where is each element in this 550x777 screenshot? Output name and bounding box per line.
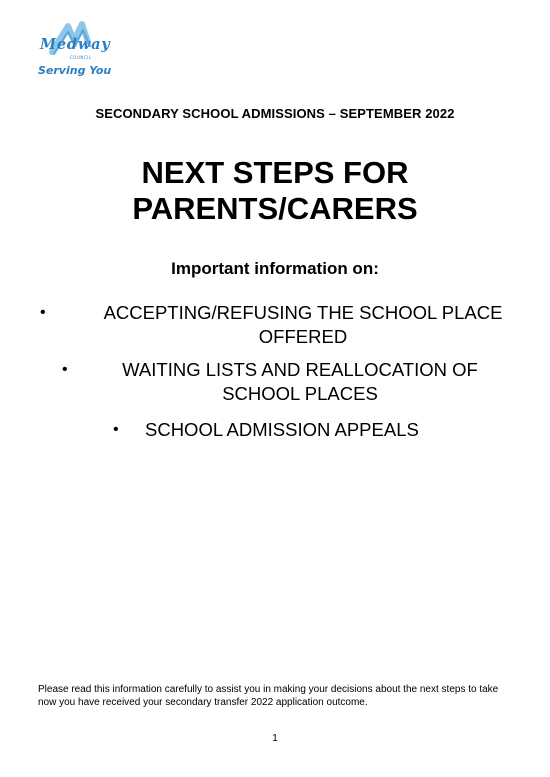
bullet-dot-icon: • (40, 304, 46, 321)
bullet-item-appeals (113, 418, 473, 442)
bullet-text: ACCEPTING/REFUSING THE SCHOOL PLACE OFFERED (103, 302, 503, 347)
bullet-item-accepting (40, 301, 530, 349)
logo-council-text: COUNCIL (70, 55, 92, 60)
bullet-text: SCHOOL ADMISSION APPEALS (145, 419, 419, 440)
title-line-2: PARENTS/CARERS (132, 191, 418, 226)
bullet-dot-icon: • (62, 361, 68, 378)
logo-name: Medway (40, 36, 111, 53)
bullet-dot-icon: • (113, 421, 119, 438)
title-line-1: NEXT STEPS FOR (141, 155, 409, 190)
medway-council-logo (34, 20, 124, 82)
logo-tagline: Serving You (38, 64, 112, 77)
footer-note: Please read this information carefully to assist you in making your decisions about the next steps to take now you have received your secondary transfer 2022 application outcome. (38, 684, 499, 708)
page-number: 1 (272, 733, 278, 744)
bullet-item-waiting-lists (62, 358, 502, 406)
document-title (0, 155, 550, 227)
important-heading: Important information on: (171, 259, 379, 278)
document-subtitle: SECONDARY SCHOOL ADMISSIONS – SEPTEMBER 2022 (95, 106, 455, 121)
bullet-text: WAITING LISTS AND REALLOCATION OF SCHOOL PLACES (122, 359, 478, 404)
